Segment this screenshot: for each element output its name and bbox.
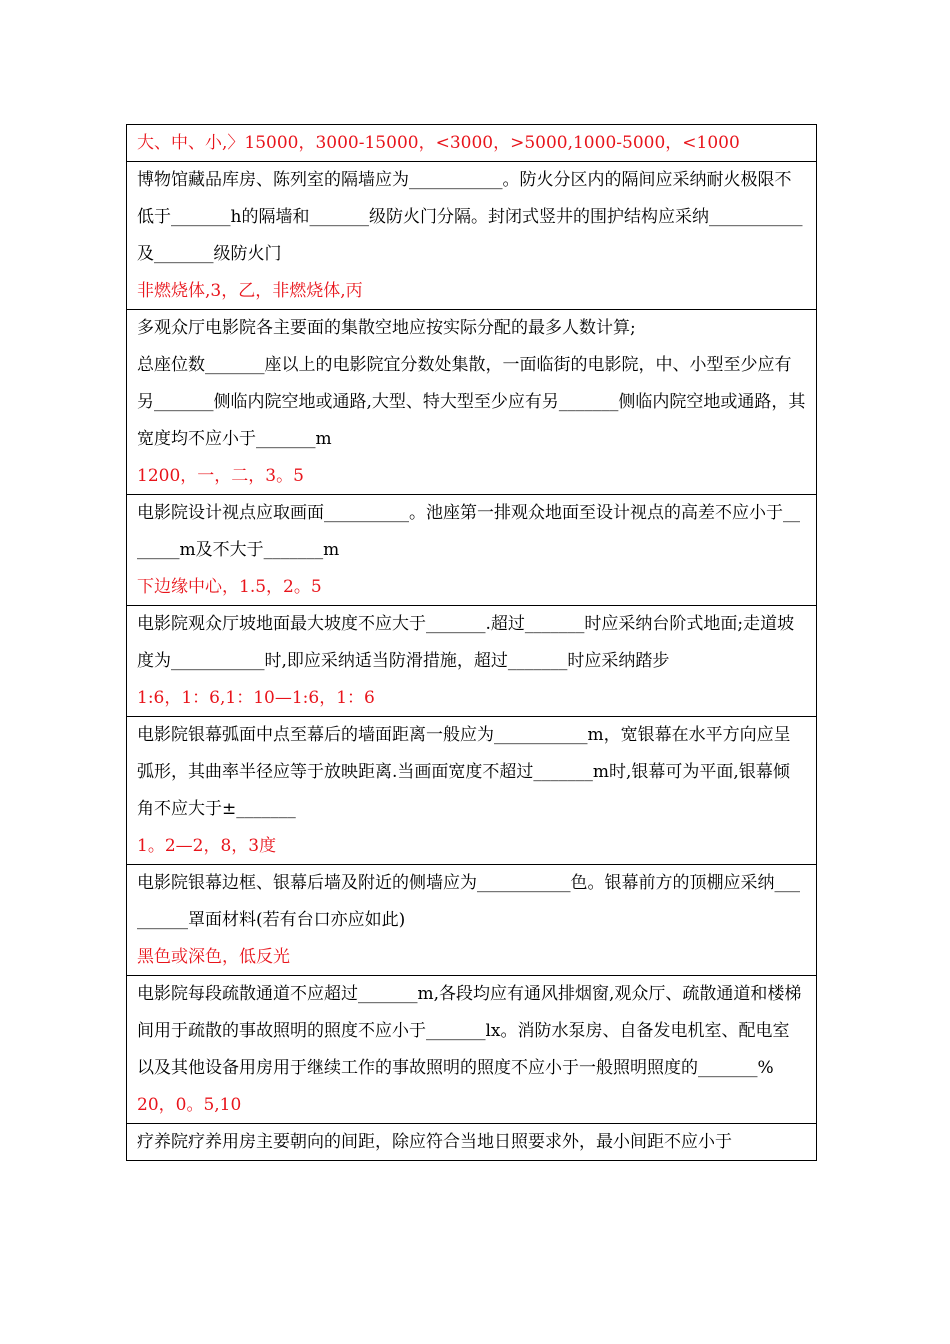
question-cell [127,1124,817,1161]
table-row [127,125,817,162]
table-row [127,606,817,717]
qa-cell [127,162,817,310]
table-row [127,1124,817,1161]
answer-text: 1:6，1：6,1：10—1:6，1：6 [137,688,375,708]
qa-table [126,124,817,1161]
table-row [127,976,817,1124]
qa-cell [127,310,817,495]
question-text: 电影院每段疏散通道不应超过_______m,各段均应有通风排烟窗,观众厅、疏散通道和楼梯间用于疏散的事故照明的照度不应小于_______lx。消防水泵房、自备发电机室、配电室以及其他设备用房用于继续工作的事故照明的照度不应小于一般照明照度的_______% [137,984,802,1078]
question-text: 博物馆藏品库房、陈列室的隔墙应为___________。防火分区内的隔间应采纳耐火极限不低于_______h的隔墙和_______级防火门分隔。封闭式竖井的围护结构应采纳___________及_______级防火门 [137,170,803,264]
table-row [127,865,817,976]
question-text: 电影院银幕弧面中点至幕后的墙面距离一般应为___________m，宽银幕在水平方向应呈弧形，其曲率半径应等于放映距离.当画面宽度不超过_______m时,银幕可为平面,银幕倾角不应大于±_______ [137,725,791,819]
answer-text: 黑色或深色，低反光 [137,947,290,967]
table-row [127,162,817,310]
answer-text: 大、中、小,〉15000，3000-15000，<3000，>5000,1000-5000，<1000 [137,133,740,153]
answer-cell [127,125,817,162]
qa-cell [127,495,817,606]
answer-text: 20，0。5,10 [137,1095,242,1115]
answer-text: 非燃烧体,3，乙，非燃烧体,丙 [137,281,363,301]
question-text: 电影院观众厅坡地面最大坡度不应大于_______.超过_______时应采纳台阶式地面;走道坡度为___________时,即应采纳适当防滑措施，超过_______时应采纳踏步 [137,614,795,671]
table-row [127,717,817,865]
question-text: 电影院设计视点应取画面__________。池座第一排观众地面至设计视点的高差不应小于_______m及不大于_______m [137,503,800,560]
qa-cell [127,865,817,976]
answer-text: 1200，一，二，3。5 [137,466,304,486]
answer-text: 下边缘中心，1.5，2。5 [137,577,322,597]
table-row [127,495,817,606]
question-text: 电影院银幕边框、银幕后墙及附近的侧墙应为___________色。银幕前方的顶棚应采纳_________罩面材料(若有台口亦应如此) [137,873,800,930]
table-row [127,310,817,495]
question-text: 疗养院疗养用房主要朝向的间距，除应符合当地日照要求外，最小间距不应小于 [137,1132,732,1152]
answer-text: 1。2—2，8，3度 [137,836,277,856]
qa-cell [127,717,817,865]
question-text: 多观众厅电影院各主要面的集散空地应按实际分配的最多人数计算; 总座位数_______座以上的电影院宜分数处集散，一面临街的电影院，中、小型至少应有另_______侧临内院空地或通路,大型、特大型至少应有另_______侧临内院空地或通路，其宽度均不应小于_______m [137,318,806,449]
qa-cell [127,976,817,1124]
qa-cell [127,606,817,717]
